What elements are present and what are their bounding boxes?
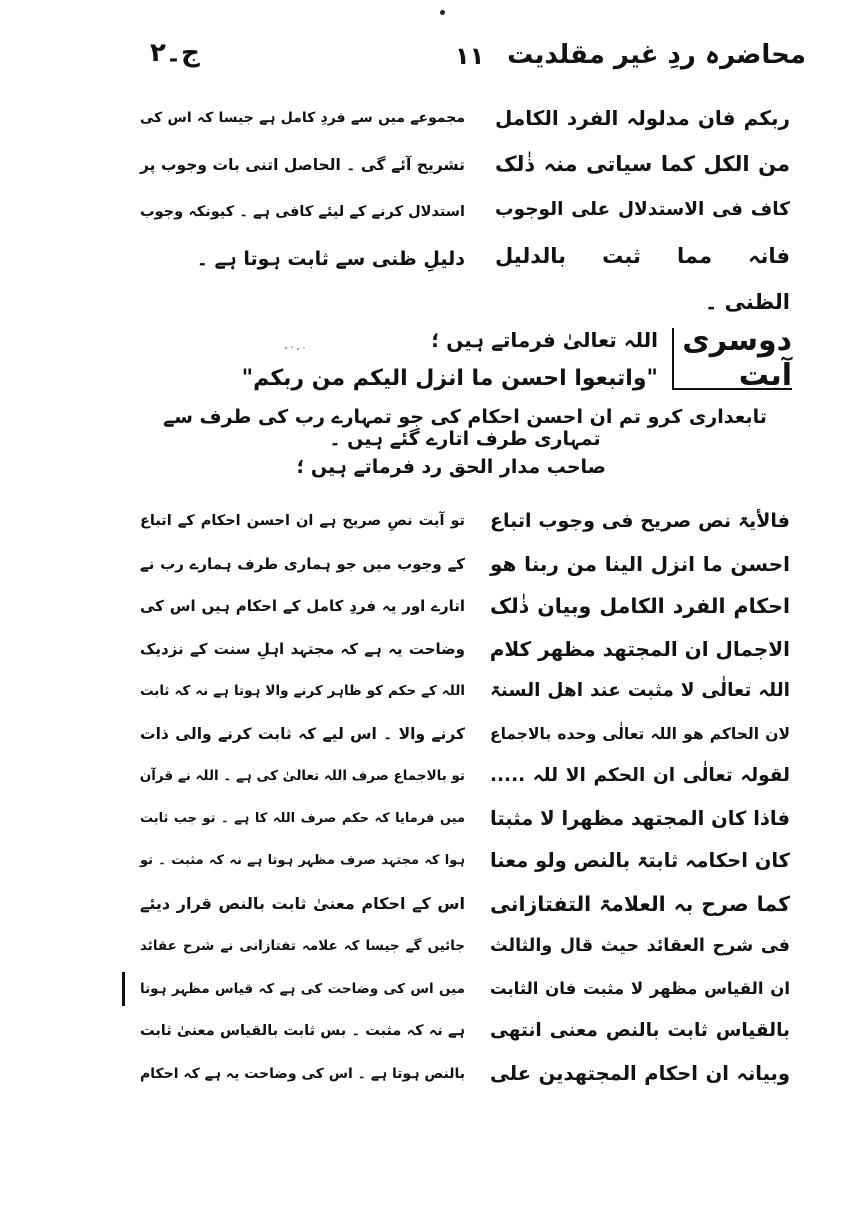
section-heading-second-verse: دوسری آیت [672,328,792,390]
chapter-label: ج۔٢ [150,38,200,68]
margin-mark [122,972,125,1006]
urdu-line: تو آیت نصِ صریح ہے ان احسن احکام کے اتباع [140,513,465,529]
urdu-line: مجموعے میں سے فردِ کامل ہے جیسا کہ اس کی [140,110,465,126]
urdu-line: میں فرمایا کہ حکم صرف اللہ کا ہے ۔ تو جب ثابت [140,810,465,826]
verse-translation: تابعداری کرو تم ان احسن احکام کی جو تمہارے رب کی طرف سے تمہاری طرف اتارے گئے ہیں ۔ [163,406,767,450]
urdu-line: کرنے والا ۔ اس لیے کہ ثابت کرنے والی ذات [140,724,465,743]
allah-says-label: اللہ تعالیٰ فرماتے ہیں ؛ [431,328,658,352]
arabic-line: فالأیۃ نص صریح فی وجوب اتباع [490,510,790,532]
urdu-line: بالنص ہوتا ہے ۔ اس کی وضاحت یہ ہے کہ احکام [139,1065,465,1082]
running-title: محاضرہ ردِ غیر مقلدیت [507,40,806,70]
arabic-line: ان القیاس مظهر لا مثبت فان الثابت [490,978,790,998]
urdu-line: اس کے احکام معنیٰ ثابت بالنص قرار دیئے [140,893,465,913]
arabic-line: احکام الفرد الکامل وبیان ذٰلک [490,594,790,618]
urdu-line: ہے نہ کہ مثبت ۔ بس ثابت بالقیاس معنیٰ ثابت [140,1023,465,1039]
section1-urdu-column [140,95,465,283]
urdu-line: جائیں گے جیسا کہ علامہ تفتازانی نے شرح عقائد [140,938,465,954]
urdu-line: دلیلِ ظنی سے ثابت ہوتا ہے ۔ [196,248,465,270]
quranic-verse: "واتبعوا احسن ما انزل الیکم من ربکم" [241,366,658,391]
arabic-line: فی شرح العقائد حیث قال والثالث [490,936,790,956]
arabic-line: کاف فی الاستدلال علی الوجوب [495,199,790,220]
section3-urdu-column [140,500,465,1095]
urdu-line: ہوا کہ مجتہد صرف مظہر ہوتا ہے نہ کہ مثبت ۔ تو [140,853,465,868]
arabic-line: ربکم فان مدلولہ الفرد الکامل [495,106,790,130]
arabic-line: کما صرح بہ العلامۃ التفتازانی [490,891,790,916]
arabic-line: فانہ مما ثبت بالدلیل [495,244,790,268]
arabic-line: لان الحاکم هو اللہ تعالٰی وحده بالاجماع [490,724,790,743]
arabic-line: کان احکامہ ثابتۃ بالنص ولو معنا [489,849,790,872]
urdu-line: تو بالاجماع صرف اللہ تعالیٰ کی ہے ۔ اللہ نے قرآن [139,768,465,784]
author-says-label: صاحب مدار الحق رد فرماتے ہیں ؛ [296,456,606,478]
ink-smudge [282,344,308,352]
urdu-line: استدلال کرنے کے لیئے کافی ہے ۔ کیونکہ وجوب [140,204,465,220]
arabic-line: اللہ تعالٰی لا مثبت عند اهل السنۃ [490,680,790,701]
arabic-line: فاذا کان المجتهد مظهرا لا مثبتا [490,806,790,830]
urdu-line: اتارے اور یہ فردِ کامل کے احکام ہیں اس کی [140,597,465,615]
urdu-line: اللہ کے حکم کو ظاہر کرنے والا ہوتا ہے نہ کہ ثابت [140,683,465,699]
arabic-line: بالقیاس ثابت بالنص معنی انتهی [490,1020,790,1041]
urdu-line: تشریح آئے گی ۔ الحاصل اتنی بات وجوب پر [140,156,465,174]
section1-arabic-column [495,95,790,325]
page-dot-mark [440,10,445,15]
urdu-line: وضاحت یہ ہے کہ مجتہد اہلِ سنت کے نزدیک [140,639,465,658]
page-number: ۱۱ [455,42,485,70]
arabic-line: لقولہ تعالٰی ان الحکم الا للہ ..... [490,765,790,786]
arabic-line: وبیانہ ان احکام المجتهدین علی [490,1061,790,1085]
urdu-line: کے وجوب میں جو ہماری طرف ہمارے رب نے [140,554,465,573]
section3-arabic-column [490,500,790,1095]
arabic-line: احسن ما انزل الینا من ربنا هو [490,551,790,576]
urdu-line: میں اس کی وضاحت کی ہے کہ قیاس مظہر ہوتا [140,980,465,997]
arabic-line: الظنی ۔ [705,290,790,314]
arabic-line: من الکل کما سیاتی منہ ذٰلک [495,152,790,176]
arabic-line: الاجمال ان المجتهد مظهر کلام [489,636,790,661]
